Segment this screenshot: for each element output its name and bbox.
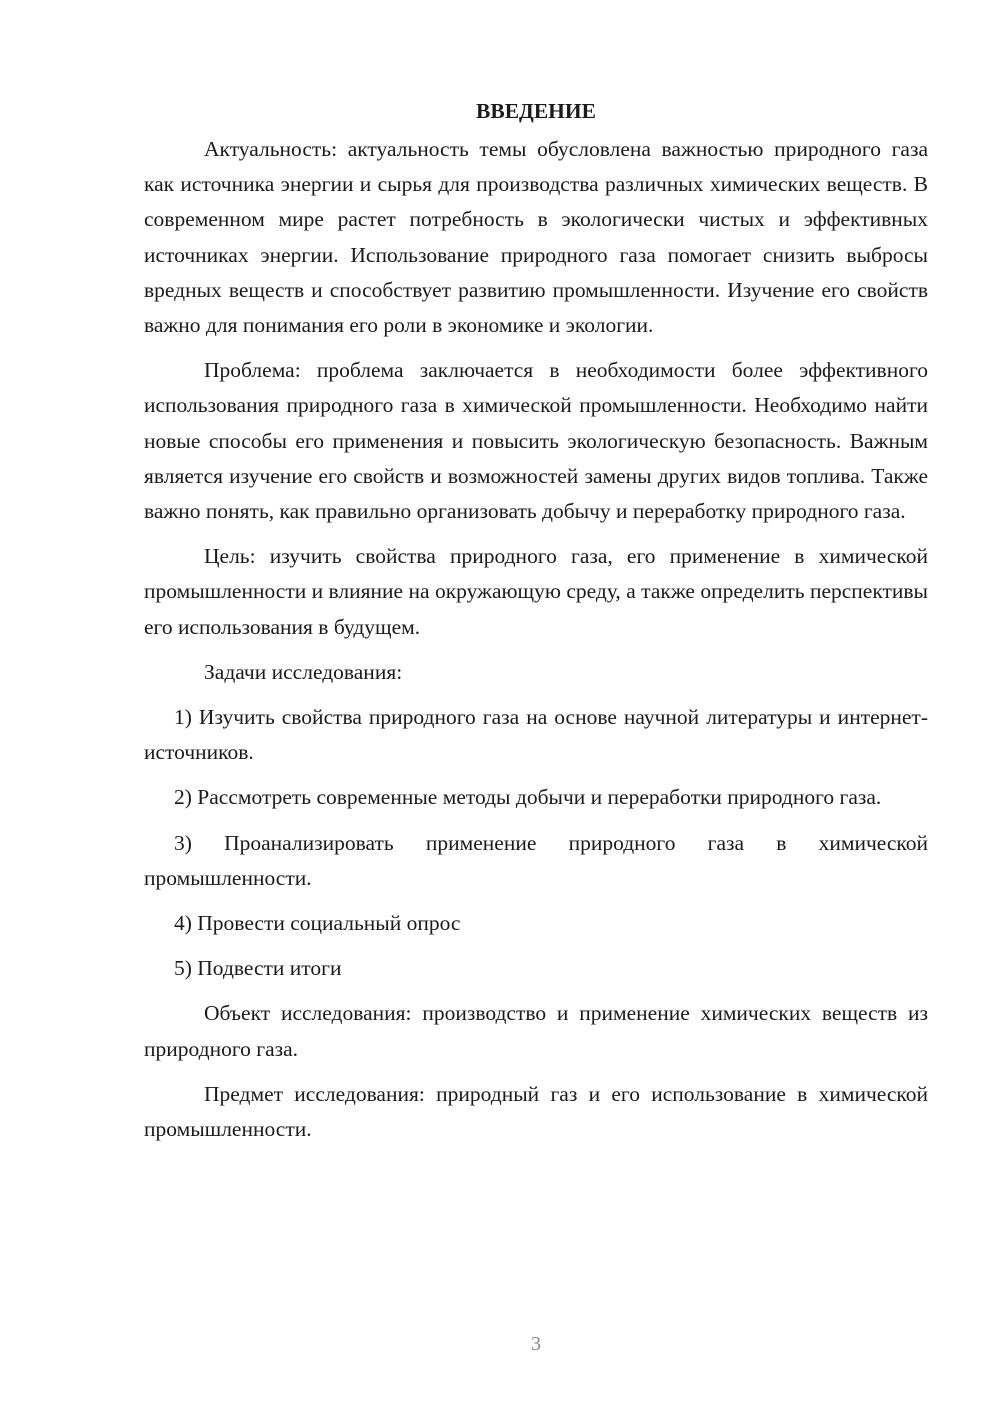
list-item: 3) Проанализировать применение природного газа в химической промышленности. bbox=[144, 830, 928, 890]
list-item: 5) Подвести итоги bbox=[174, 956, 342, 981]
object-paragraph: Объект исследования: производство и применение химических веществ из природного газа. bbox=[144, 1001, 928, 1061]
page-title: ВВЕДЕНИЕ bbox=[476, 99, 596, 123]
relevance-paragraph: Актуальность: актуальность темы обусловлена важностью природного газа как источника энергии и сырья для производства различных химических веществ. В современном мире растет потребность в экологически чистых и эффективных источниках энергии. Использование природного газа помогает снизить выбросы вредных веществ и способствует развитию промышленности. Изучение его свойств важно для понимания его роли в экономике и экологии. bbox=[144, 137, 928, 338]
list-item: 2) Рассмотреть современные методы добычи и переработки природного газа. bbox=[174, 785, 882, 810]
list-item: 1) Изучить свойства природного газа на основе научной литературы и интернет-источников. bbox=[144, 705, 928, 765]
problem-paragraph: Проблема: проблема заключается в необходимости более эффективного использования природного газа в химической промышленности. Необходимо найти новые способы его применения и повысить экологическую безопасность. Важным является изучение его свойств и возможностей замены других видов топлива. Также важно понять, как правильно организовать добычу и переработку природного газа. bbox=[144, 358, 928, 524]
page-number: 3 bbox=[531, 1333, 541, 1355]
document-page bbox=[144, 96, 928, 1157]
list-item: 4) Провести социальный опрос bbox=[174, 911, 461, 936]
goal-paragraph: Цель: изучить свойства природного газа, его применение в химической промышленности и влияние на окружающую среду, а также определить перспективы его использования в будущем. bbox=[144, 544, 928, 639]
subject-paragraph: Предмет исследования: природный газ и его использование в химической промышленности. bbox=[144, 1081, 928, 1142]
tasks-heading: Задачи исследования: bbox=[204, 659, 403, 684]
tasks-list bbox=[144, 700, 928, 986]
